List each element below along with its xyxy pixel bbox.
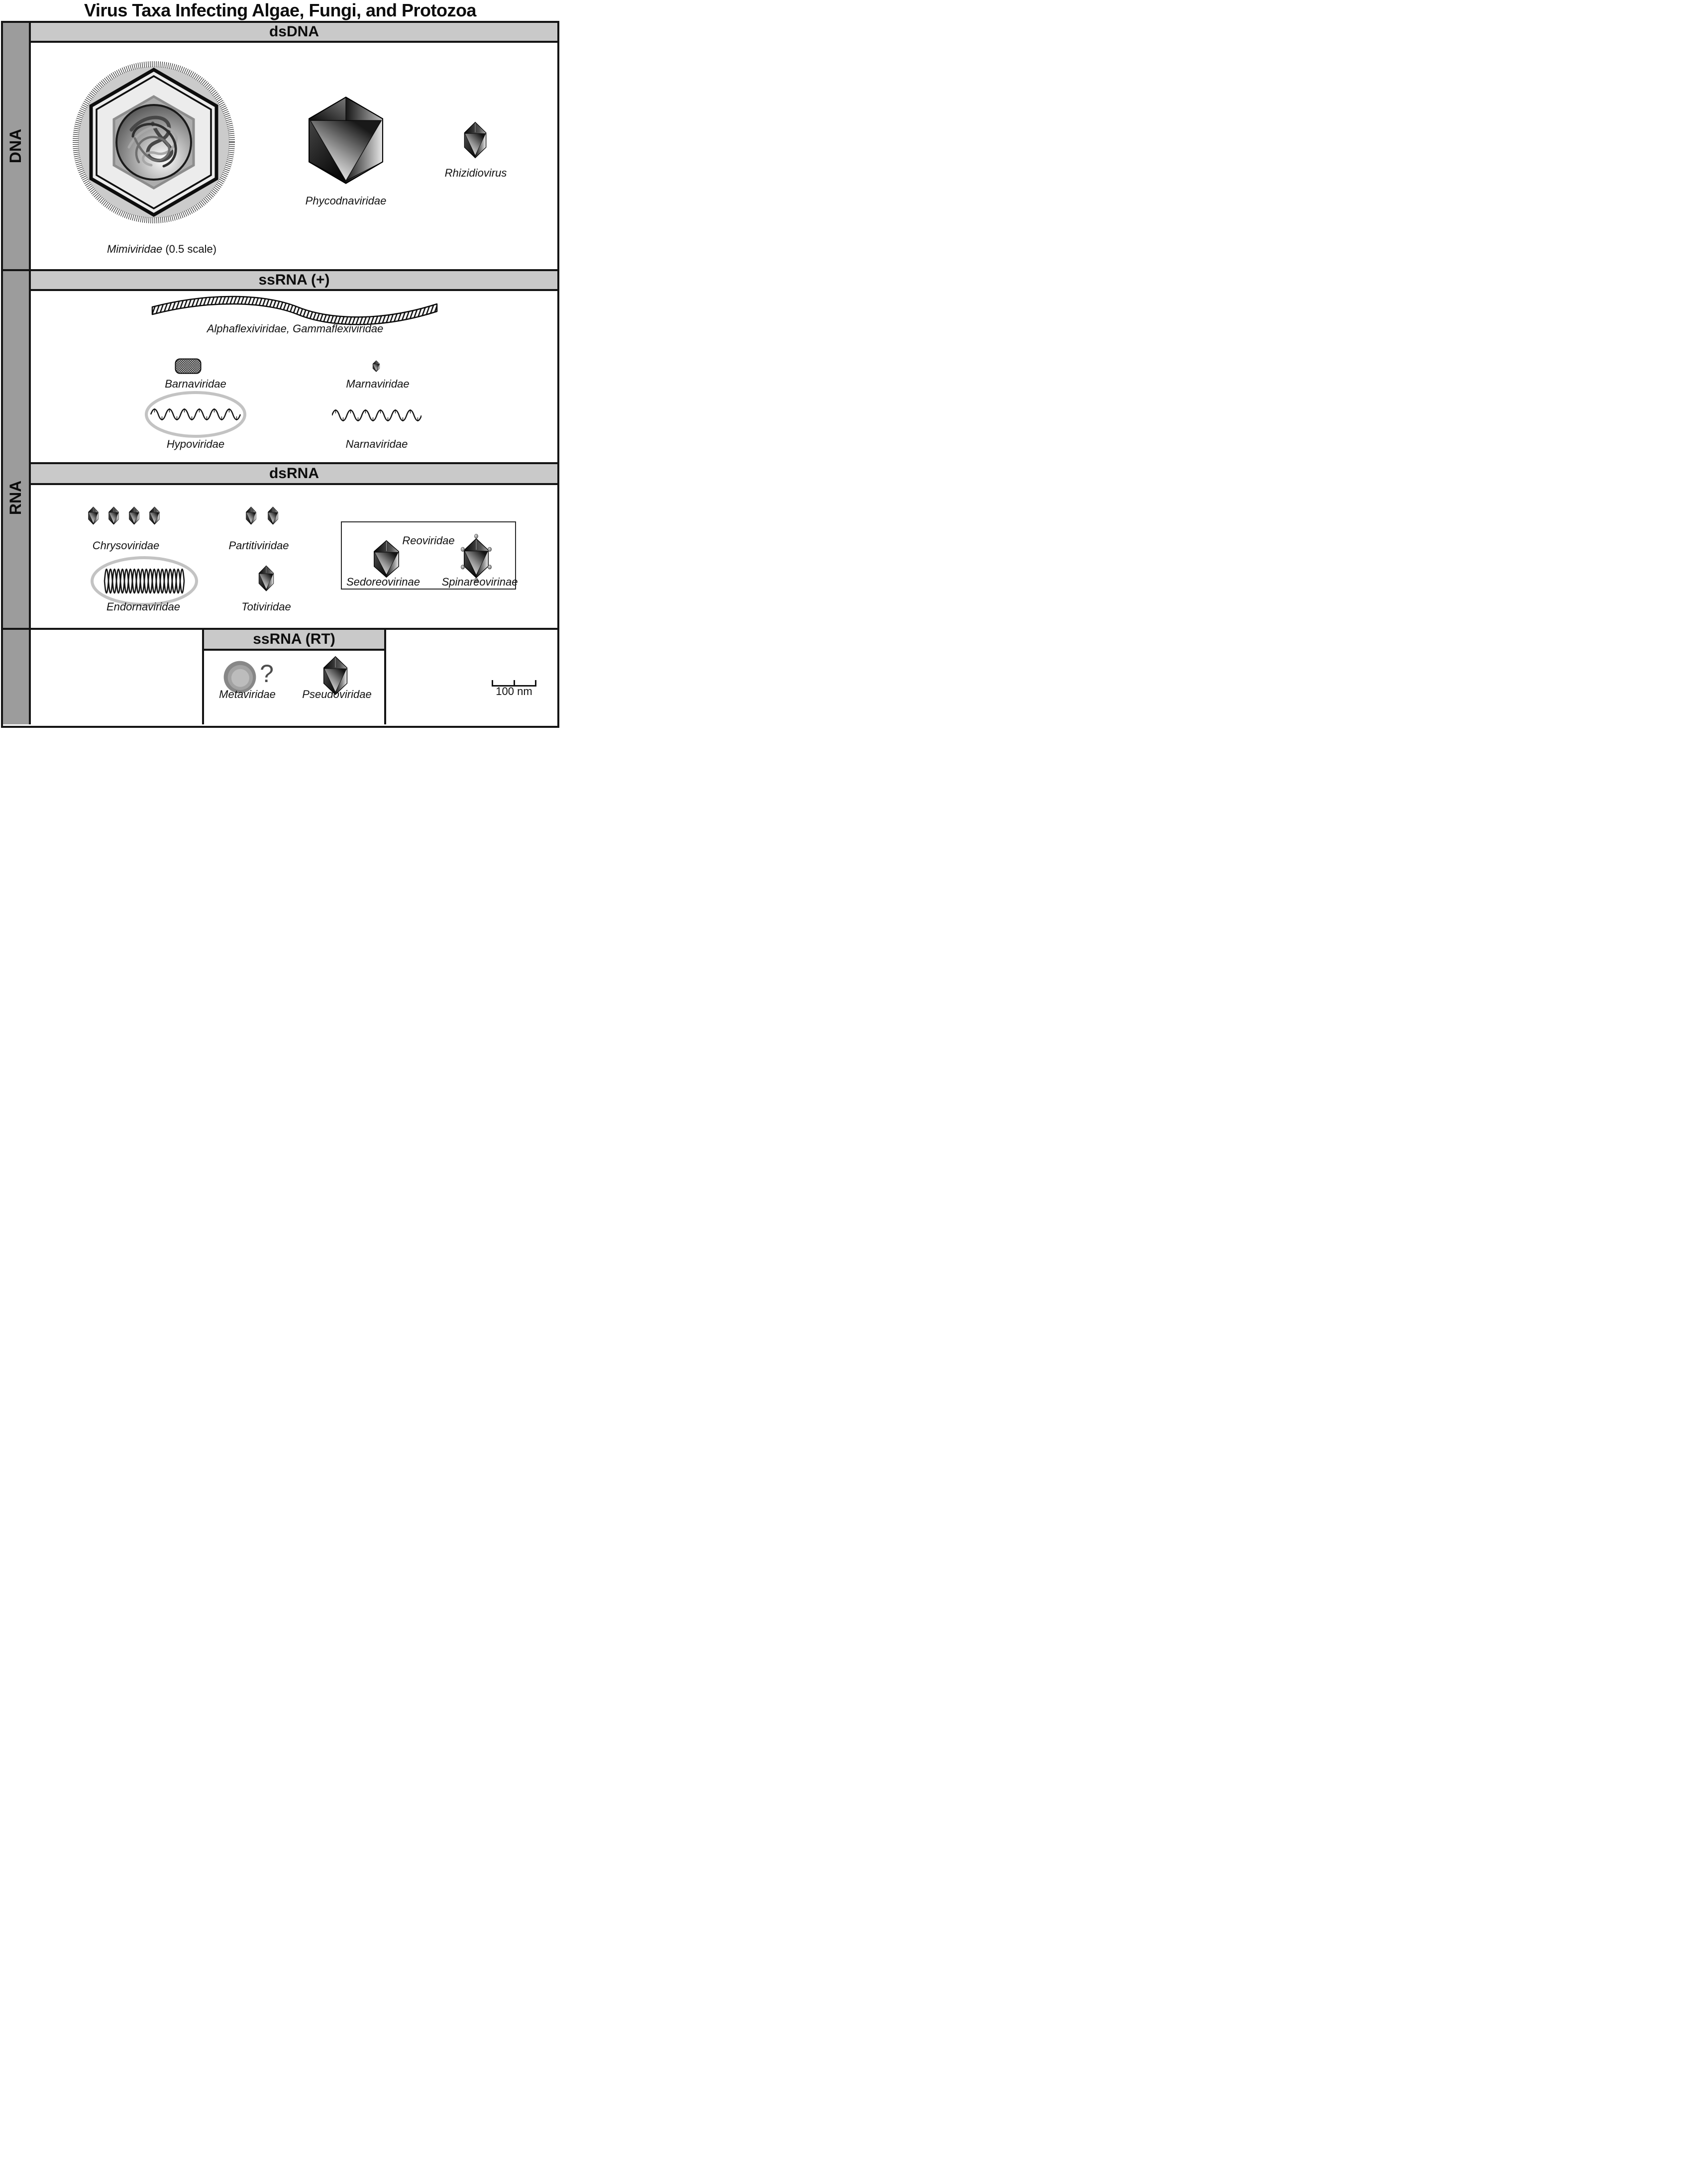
spinareovirinae-label: Spinareovirinae [441, 575, 518, 588]
dsdna-header [31, 23, 557, 43]
sidebar-rna-label: RNA [6, 480, 25, 515]
endornaviridae-label: Endornaviridae [106, 600, 180, 613]
sedoreovirinae-label: Sedoreovirinae [346, 575, 420, 588]
pseudoviridae-label: Pseudoviridae [302, 688, 372, 700]
reoviridae-label: Reoviridae [402, 534, 455, 547]
metaviridae-label: Metaviridae [219, 688, 276, 700]
ssrna-rt-header [204, 630, 384, 651]
partitiviridae-label: Partitiviridae [228, 539, 289, 552]
barnaviridae-icon [175, 358, 202, 374]
chrysoviridae-label: Chrysoviridae [92, 539, 160, 552]
endornaviridae-icon [89, 555, 200, 607]
rhizidiovirus-label: Rhizidiovirus [444, 166, 507, 179]
flexiviridae-ribbon-icon [150, 294, 439, 326]
hypoviridae-label: Hypoviridae [166, 437, 225, 450]
phycodnaviridae-label: Phycodnaviridae [305, 194, 387, 207]
virus-taxa-figure [0, 0, 560, 728]
partitiviridae-icon [245, 506, 279, 525]
barnaviridae-label: Barnaviridae [165, 377, 226, 390]
sedoreovirinae-icon [372, 540, 401, 578]
metaviridae-uncertainty-mark: ? [260, 660, 274, 688]
figure-frame [1, 21, 559, 728]
sidebar-dna-cell [3, 23, 31, 269]
marnaviridae-label: Marnaviridae [346, 377, 410, 390]
narnaviridae-label: Narnaviridae [345, 437, 408, 450]
ssrna-plus-header-label: ssRNA (+) [258, 272, 330, 288]
dsrna-header-label: dsRNA [269, 465, 319, 482]
sidebar-rna-cell [3, 271, 31, 724]
marnaviridae-icon [372, 360, 380, 372]
chrysoviridae-icon [88, 506, 160, 525]
mimiviridae-icon [73, 61, 235, 223]
phycodnaviridae-icon [304, 95, 388, 186]
rhizidiovirus-icon [463, 121, 488, 159]
figure-title: Virus Taxa Infecting Algae, Fungi, and Protozoa [84, 0, 476, 20]
scale-bar-label: 100 nm [496, 685, 532, 697]
totiviridae-icon [258, 565, 275, 592]
mimiviridae-name: Mimiviridae [106, 242, 163, 255]
ssrna-rt-header-label: ssRNA (RT) [253, 631, 335, 647]
hypoviridae-icon [144, 391, 247, 438]
mimiviridae-label [107, 243, 216, 255]
flexiviridae-label: Alphaflexiviridae, Gammaflexiviridae [207, 322, 384, 335]
dsdna-header-label: dsDNA [269, 23, 319, 40]
mimiviridae-note: (0.5 scale) [162, 242, 217, 255]
dsrna-header [31, 462, 557, 485]
narnaviridae-icon [332, 404, 421, 426]
ssrna-plus-header [31, 271, 557, 291]
sidebar-dna-label: DNA [6, 128, 25, 164]
totiviridae-label: Totiviridae [241, 600, 291, 613]
